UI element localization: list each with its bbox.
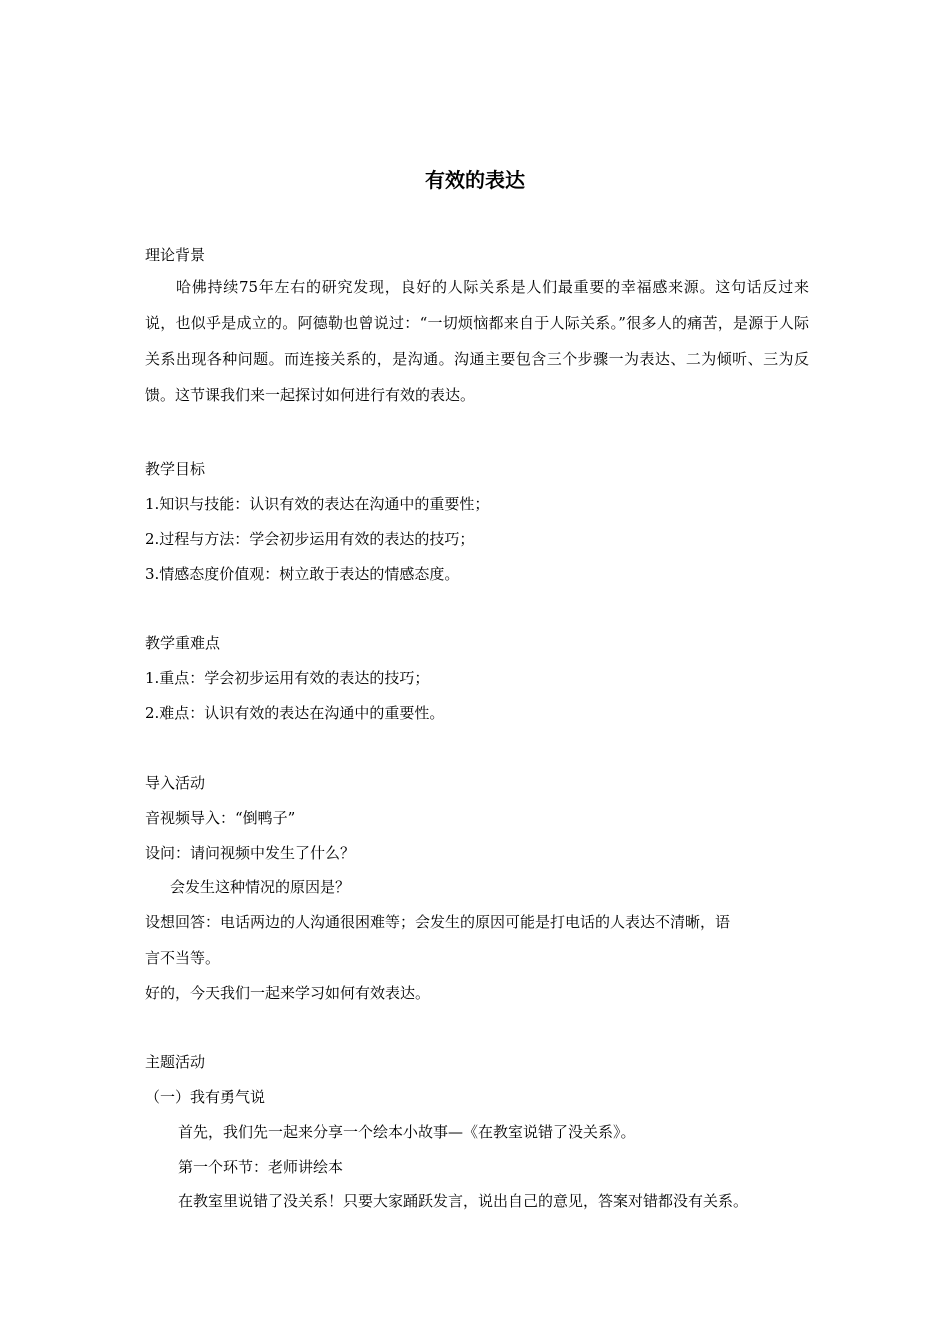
main-line-1: 首先，我们先一起来分享一个绘本小故事—《在教室说错了没关系》。: [178, 1123, 636, 1141]
section-heading-intro: 导入活动: [145, 774, 206, 792]
main-line-3: 在教室里说错了没关系！只要大家踊跃发言，说出自己的意见，答案对错都没有关系。: [178, 1192, 749, 1210]
keypoint-item-1: 1.重点：学会初步运用有效的表达的技巧；: [145, 669, 430, 687]
section-heading-keypoints: 教学重难点: [145, 634, 221, 652]
goal-item-1: 1.知识与技能：认识有效的表达在沟通中的重要性；: [145, 495, 490, 513]
background-paragraph: 哈佛持续75年左右的研究发现，良好的人际关系是人们最重要的幸福感来源。这句话反过来说，也似乎是成立的。阿德勒也曾说过：“一切烦恼都来自于人际关系。”很多人的痛苦，是源于人际关系出现各种问题。而连接关系的，是沟通。沟通主要包含三个步骤一为表达、二为倾听、三为反馈。这节课我们来一起探讨如何进行有效的表达。: [145, 278, 809, 404]
keypoint-item-2: 2.难点：认识有效的表达在沟通中的重要性。: [145, 704, 445, 722]
section-heading-main: 主题活动: [145, 1053, 206, 1071]
main-subheading: （一）我有勇气说: [145, 1088, 266, 1106]
intro-video: 音视频导入：“倒鸭子”: [145, 809, 296, 827]
section-heading-goals: 教学目标: [145, 460, 206, 478]
document-title: 有效的表达: [425, 168, 525, 192]
goal-item-2: 2.过程与方法：学会初步运用有效的表达的技巧；: [145, 530, 475, 548]
intro-answer-line-2: 言不当等。: [145, 949, 221, 967]
main-line-2: 第一个环节：老师讲绘本: [178, 1158, 344, 1176]
goal-item-3: 3.情感态度价值观：树立敢于表达的情感态度。: [145, 565, 460, 583]
intro-question-2: 会发生这种情况的原因是？: [170, 878, 351, 896]
section-heading-background: 理论背景: [145, 246, 206, 264]
intro-question-1: 设问：请问视频中发生了什么？: [145, 844, 356, 862]
intro-answer-line-1: 设想回答：电话两边的人沟通很困难等；会发生的原因可能是打电话的人表达不清晰，语: [145, 913, 731, 931]
intro-closing: 好的，今天我们一起来学习如何有效表达。: [145, 984, 431, 1002]
